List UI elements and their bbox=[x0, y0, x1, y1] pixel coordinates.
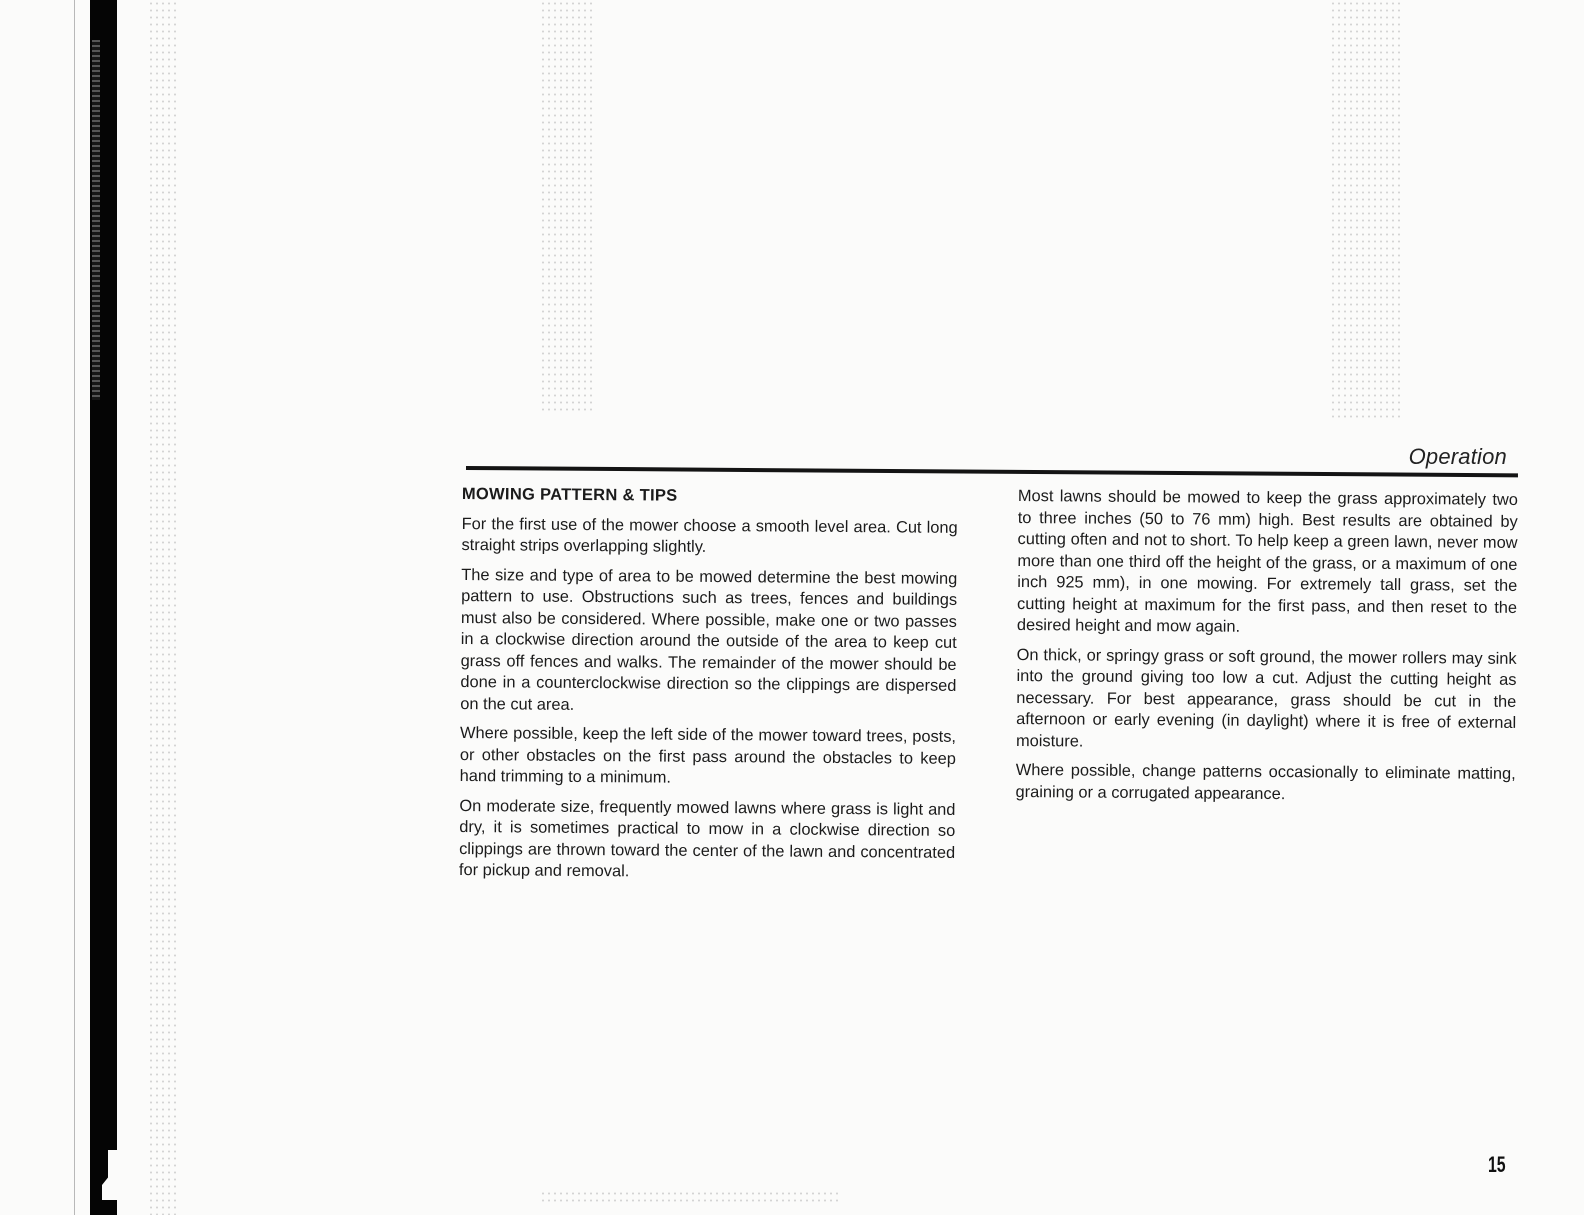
scan-speckle bbox=[540, 1190, 840, 1202]
scan-speckle bbox=[540, 0, 592, 412]
paragraph: Where possible, keep the left side of the mower toward trees, posts, or other obstacles on the first pass around the obstacles to keep hand trimming to a minimum. bbox=[459, 723, 957, 787]
scan-binding-edge bbox=[90, 0, 117, 1215]
paragraph: The size and type of area to be mowed determine the best mowing pattern to use. Obstructions such as trees, fences and buildings must also be considered. Where possible, make one or two passes in a clockwise direction around the outside of the area to keep cut grass off fences and walks. The remainder of the mower should be done in a counterclockwise direction so the clippings are dispersed on the cut area. bbox=[460, 565, 958, 714]
binding-texture bbox=[92, 40, 100, 400]
scan-speckle bbox=[1330, 0, 1402, 420]
paragraph: For the first use of the mower choose a smooth level area. Cut long straight strips overlapping slightly. bbox=[461, 514, 958, 556]
right-column bbox=[1015, 486, 1518, 815]
left-column bbox=[459, 484, 958, 893]
binding-notch bbox=[102, 1150, 117, 1200]
page-number: 15 bbox=[1488, 1152, 1506, 1177]
paragraph: Where possible, change patterns occasionally to eliminate matting, graining or a corrugated appearance. bbox=[1015, 760, 1516, 803]
paragraph: Most lawns should be mowed to keep the grass approximately two to three inches (50 to 76 mm) high. Best results are obtained by cutting often and not to short. To help keep a green lawn, never mow more than one third off the height of the grass, or a maximum of one inch 925 mm), in one mowing. For extremely tall grass, set the cutting height at maximum for the first pass, and then reset to the desired height and mow again. bbox=[1016, 486, 1518, 636]
paragraph: On thick, or springy grass or soft ground, the mower rollers may sink into the ground giving too low a cut. Adjust the cutting height as necessary. For best appearance, grass should be cut in the afternoon or early evening (in daylight) where it is free of external moisture. bbox=[1015, 645, 1517, 751]
paragraph: On moderate size, frequently mowed lawns where grass is light and dry, it is sometimes practical to mow in a clockwise direction so clippings are thrown toward the center of the lawn and concentrated for pickup and removal. bbox=[458, 796, 956, 881]
section-heading: MOWING PATTERN & TIPS bbox=[461, 484, 678, 505]
section-title: Operation bbox=[1408, 444, 1507, 469]
scan-binding-line bbox=[74, 0, 75, 1215]
scan-speckle bbox=[148, 0, 176, 1215]
header-rule bbox=[466, 466, 1518, 477]
